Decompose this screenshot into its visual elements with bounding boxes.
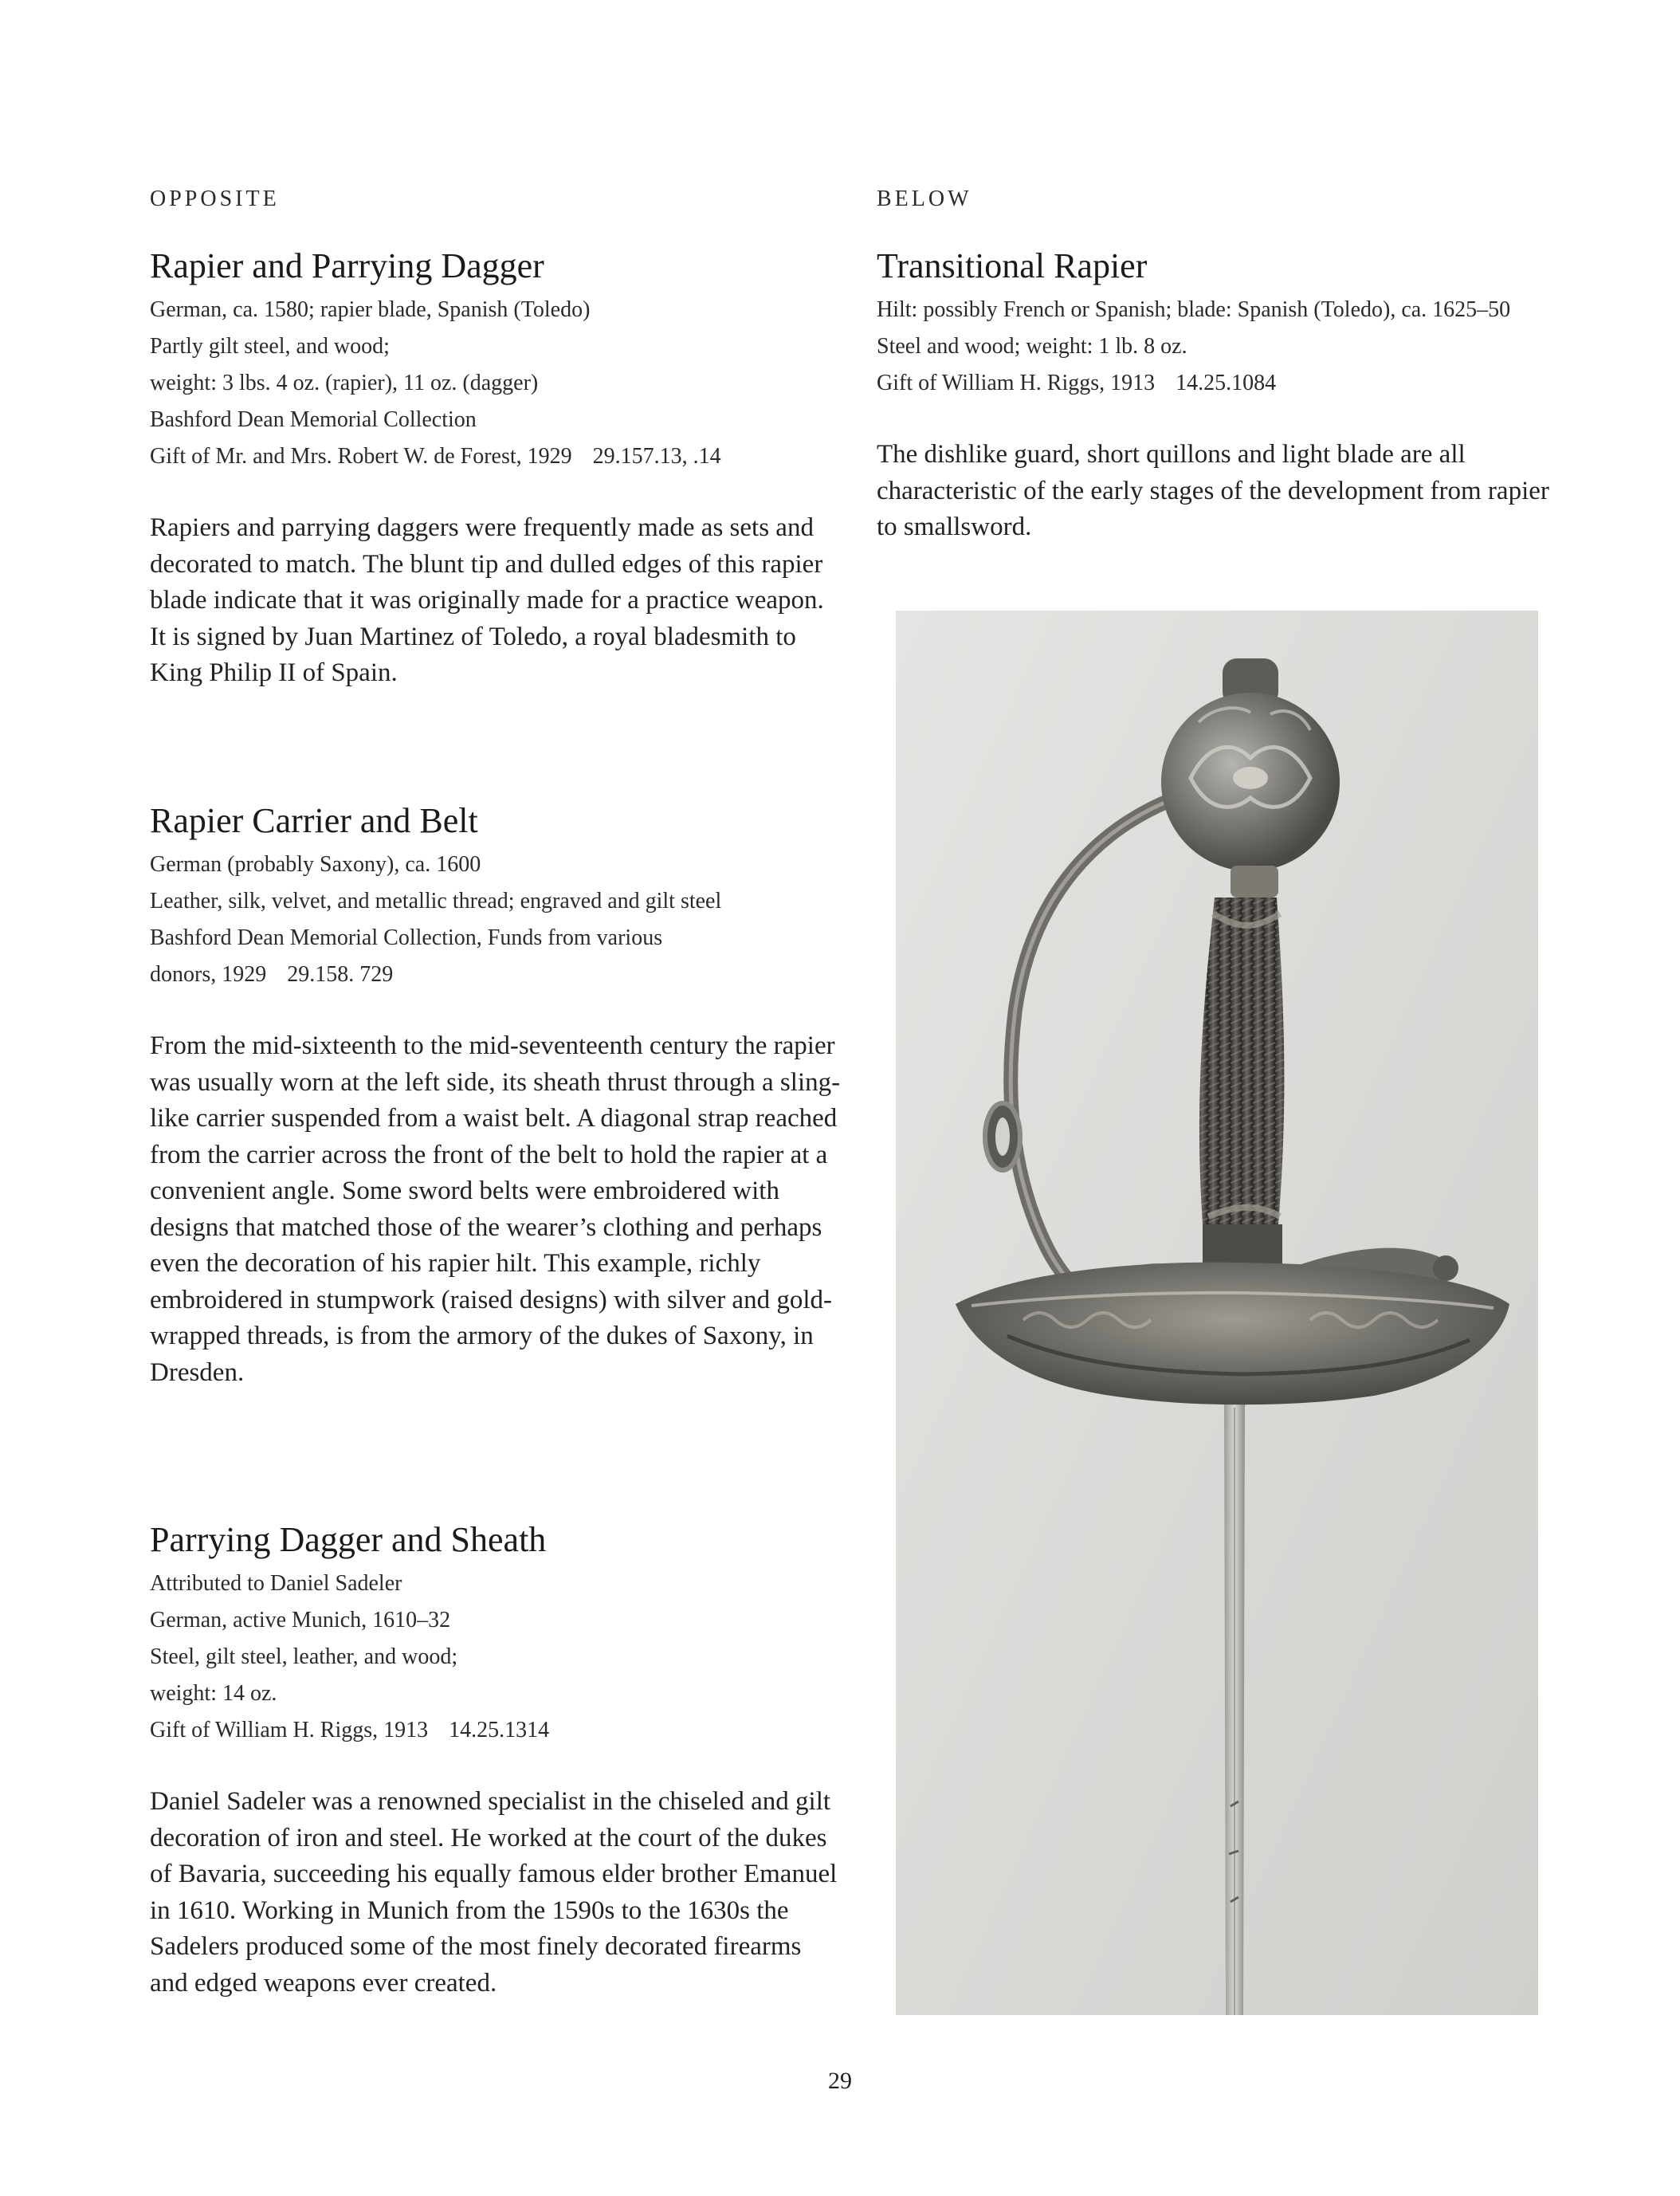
entry-title: Parrying Dagger and Sheath xyxy=(150,1520,547,1559)
meta-line: Partly gilt steel, and wood; xyxy=(150,334,390,359)
entry-title: Rapier and Parrying Dagger xyxy=(150,246,544,285)
meta-line: Bashford Dean Memorial Collection xyxy=(150,407,477,432)
meta-line: Steel and wood; weight: 1 lb. 8 oz. xyxy=(877,334,1187,359)
entry-body: The dishlike guard, short quillons and light blade are all characteristic of the early stages of the development from rapier to smallsword. xyxy=(877,440,1549,541)
accession-number: 14.25.1314 xyxy=(449,1718,550,1742)
page-number: 29 xyxy=(828,2068,852,2094)
meta-line: weight: 3 lbs. 4 oz. (rapier), 11 oz. (dagger) xyxy=(150,371,539,395)
label-opposite: OPPOSITE xyxy=(150,187,280,211)
accession-number: 29.158. 729 xyxy=(287,962,394,987)
credit-line xyxy=(877,365,1562,402)
entry-body: Daniel Sadeler was a renowned specialist in the chiseled and gilt decoration of iron and steel. He worked at the court of the dukes of Bavaria, succeeding his equally famous elder brother Emanuel in 1610. Working in Munich from the 1590s to the 1630s the Sadelers produced some of the most finely decorated firearms and edged weapons ever created. xyxy=(150,1787,838,1998)
transitional-rapier-photo xyxy=(896,611,1538,2015)
meta-line: weight: 14 oz. xyxy=(150,1681,277,1706)
credit-line xyxy=(150,1712,843,1749)
entry-body: From the mid-sixteenth to the mid-seventeenth century the rapier was usually worn at the left side, its sheath thrust through a sling-like carrier suspended from a waist belt. A diagonal strap reached from the carrier across the front of the belt to hold the rapier at a convenient angle. Some sword belts were embroidered with designs that matched those of the wearer’s clothing and perhaps even the decoration of his rapier hilt. This example, richly embroidered in stumpwork (raised designs) with silver and gold-wrapped threads, is from the armory of the dukes of Saxony, in Dresden. xyxy=(150,1031,841,1387)
entry-rapier-and-parrying-dagger xyxy=(150,244,843,692)
meta-line: German (probably Saxony), ca. 1600 xyxy=(150,852,481,877)
pommel-neck xyxy=(1231,866,1278,898)
credit-text: Gift of William H. Riggs, 1913 xyxy=(150,1718,429,1742)
meta-line: Hilt: possibly French or Spanish; blade: Spanish (Toledo), ca. 1625–50 xyxy=(877,297,1511,322)
credit-text: donors, 1929 xyxy=(150,962,267,987)
meta-line: Leather, silk, velvet, and metallic thread; engraved and gilt steel xyxy=(150,889,722,913)
credit-text: Gift of William H. Riggs, 1913 xyxy=(877,371,1156,395)
meta-line: German, active Munich, 1610–32 xyxy=(150,1608,451,1632)
entry-rapier-carrier-and-belt xyxy=(150,799,843,1391)
rapier-illustration xyxy=(896,611,1538,2015)
entry-title: Transitional Rapier xyxy=(877,246,1148,285)
accession-number: 14.25.1084 xyxy=(1176,371,1277,395)
meta-line: Bashford Dean Memorial Collection, Funds from various xyxy=(150,925,663,950)
credit-line xyxy=(150,438,843,475)
entry-parrying-dagger-and-sheath xyxy=(150,1518,843,2002)
credit-line xyxy=(150,957,843,993)
credit-text: Gift of Mr. and Mrs. Robert W. de Forest, 1929 xyxy=(150,444,572,469)
label-below: BELOW xyxy=(877,187,972,211)
entry-transitional-rapier xyxy=(877,244,1562,546)
meta-line: Attributed to Daniel Sadeler xyxy=(150,1571,402,1596)
entry-title: Rapier Carrier and Belt xyxy=(150,801,478,840)
meta-line: Steel, gilt steel, leather, and wood; xyxy=(150,1644,458,1669)
accession-number: 29.157.13, .14 xyxy=(592,444,721,469)
grip xyxy=(1199,898,1284,1224)
entry-body: Rapiers and parrying daggers were frequently made as sets and decorated to match. The blunt tip and dulled edges of this rapier blade indicate that it was originally made for a practice weapon. It is signed by Juan Martinez of Toledo, a royal bladesmith to King Philip II of Spain. xyxy=(150,513,824,687)
meta-line: German, ca. 1580; rapier blade, Spanish (Toledo) xyxy=(150,297,591,322)
